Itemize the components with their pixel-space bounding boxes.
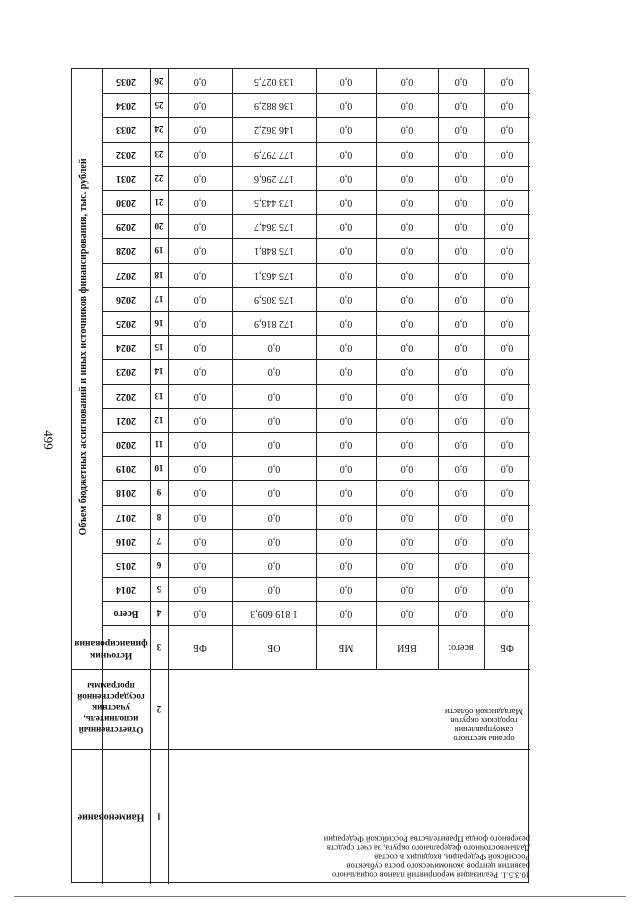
year-label: 2032 [116,148,136,160]
year-label: 2030 [116,197,136,209]
value-cell: 0,0 [339,318,353,330]
value-cell: 0,0 [400,463,414,475]
value-cell: 136 882,9 [254,100,294,112]
column-number: 24 [154,124,164,135]
value-cell: 0,0 [339,390,353,402]
page-number: 499 [41,430,56,450]
source-cell: ВБИ [397,642,417,654]
value-cell: 0,0 [400,487,414,499]
value-cell: 0,0 [500,100,514,112]
value-cell: 0,0 [400,100,414,112]
value-cell: 0,0 [454,293,468,305]
value-cell: 0,0 [339,100,353,112]
year-label: 2024 [116,342,136,354]
value-cell: 0,0 [454,487,468,499]
value-cell: 0,0 [267,584,281,596]
year-label: 2022 [116,390,136,402]
value-cell: 0,0 [454,221,468,233]
value-cell: 0,0 [400,390,414,402]
column-number: 25 [154,100,164,111]
value-cell: 0,0 [454,245,468,257]
value-cell: 0,0 [193,535,207,547]
value-cell: 0,0 [454,463,468,475]
value-cell: 0,0 [500,511,514,523]
value-cell: 0,0 [454,560,468,572]
column-number: 21 [154,197,164,208]
financing-table [71,68,529,883]
total-cell: 1 819 609,3 [250,608,298,620]
responsible-header: Ответственный исполнитель, участник государственной программы [77,681,145,736]
value-cell: 177 296,6 [254,172,294,184]
year-label: 2021 [116,414,136,426]
responsible-cell: органы местного самоуправления городских округов Магаданской области [444,707,524,745]
value-cell: 0,0 [454,342,468,354]
value-cell: 0,0 [193,366,207,378]
value-cell: 0,0 [193,390,207,402]
column-number: 6 [156,560,162,571]
value-cell: 0,0 [454,100,468,112]
value-cell: 0,0 [454,414,468,426]
value-cell: 0,0 [400,318,414,330]
value-cell: 0,0 [454,269,468,281]
value-cell: 0,0 [339,245,353,257]
column-number: 20 [154,221,164,232]
value-cell: 0,0 [500,584,514,596]
column-number: 18 [154,269,164,280]
value-cell: 0,0 [267,560,281,572]
value-cell: 0,0 [339,511,353,523]
value-cell: 0,0 [400,366,414,378]
value-cell: 0,0 [193,172,207,184]
year-label: 2018 [116,487,136,499]
value-cell: 0,0 [267,414,281,426]
value-cell: 0,0 [193,439,207,451]
source-header: Источник финансирования [74,638,148,661]
value-cell: 0,0 [339,560,353,572]
year-label: 2035 [116,76,136,88]
column-number: 26 [154,76,164,87]
value-cell: 0,0 [400,439,414,451]
value-cell: 0,0 [400,124,414,136]
value-cell: 0,0 [454,76,468,88]
total-cell: 0,0 [193,608,207,620]
value-cell: 0,0 [400,511,414,523]
value-cell: 0,0 [193,100,207,112]
year-label: 2033 [116,124,136,136]
column-number: 22 [154,172,164,183]
value-cell: 0,0 [500,293,514,305]
value-cell: 0,0 [193,148,207,160]
column-number: 9 [156,487,162,498]
total-cell: 0,0 [400,608,414,620]
value-cell: 0,0 [500,148,514,160]
volume-header: Объем бюджетных ассигнований и иных источников финансирования, тыс. рублей [78,158,89,536]
name-header: Наименование [77,811,145,823]
value-cell: 175 364,7 [254,221,294,233]
value-cell: 0,0 [500,318,514,330]
column-number: 19 [154,245,164,256]
column-number: 17 [154,293,164,304]
value-cell: 0,0 [267,366,281,378]
value-cell: 0,0 [454,172,468,184]
value-cell: 0,0 [454,197,468,209]
value-cell: 0,0 [500,342,514,354]
value-cell: 0,0 [339,124,353,136]
value-cell: 0,0 [193,463,207,475]
value-cell: 173 443,5 [254,197,294,209]
value-cell: 0,0 [500,463,514,475]
value-cell: 0,0 [267,342,281,354]
value-cell: 0,0 [454,584,468,596]
total-cell: 0,0 [500,608,514,620]
year-label: 2034 [116,100,136,112]
value-cell: 0,0 [193,318,207,330]
value-cell: 0,0 [500,245,514,257]
year-label: 2031 [116,172,136,184]
value-cell: 0,0 [500,124,514,136]
year-label: 2026 [116,293,136,305]
value-cell: 0,0 [454,439,468,451]
value-cell: 0,0 [500,269,514,281]
value-cell: 0,0 [193,584,207,596]
footer-rule [14,896,626,897]
column-number: 4 [156,608,162,619]
value-cell: 0,0 [500,76,514,88]
value-cell: 0,0 [193,293,207,305]
value-cell: 172 816,9 [254,318,294,330]
value-cell: 0,0 [500,390,514,402]
total-cell: 0,0 [454,608,468,620]
year-label: 2016 [116,535,136,547]
year-label: 2029 [116,221,136,233]
value-cell: 0,0 [400,560,414,572]
value-cell: 0,0 [339,535,353,547]
value-cell: 0,0 [500,535,514,547]
year-label: 2028 [116,245,136,257]
column-number: 11 [154,439,164,450]
value-cell: 0,0 [339,487,353,499]
value-cell: 0,0 [400,172,414,184]
value-cell: 0,0 [339,221,353,233]
column-number: 3 [156,642,162,653]
value-cell: 0,0 [400,342,414,354]
value-cell: 0,0 [193,124,207,136]
value-cell: 177 797,9 [254,148,294,160]
value-cell: 0,0 [400,197,414,209]
value-cell: 175 848,1 [254,245,294,257]
value-cell: 0,0 [454,366,468,378]
source-cell: ОБ [267,642,281,654]
value-cell: 0,0 [193,560,207,572]
column-number: 1 [156,811,162,822]
column-number: 8 [156,511,162,522]
value-cell: 0,0 [400,584,414,596]
value-cell: 0,0 [400,414,414,426]
name-cell: 10.3.5.1. Реализация мероприятий планов социального развития центров экономического роста субъектов Российской Федерации, входящих в состав Дальневосточного федерального округа, за счет средств резервного фонда Правительства Российской Федерации [323,835,530,881]
source-cell: всего: [448,642,474,654]
value-cell: 0,0 [339,269,353,281]
year-label: 2027 [116,269,136,281]
value-cell: 0,0 [339,439,353,451]
value-cell: 0,0 [400,76,414,88]
column-number: 13 [154,390,164,401]
value-cell: 0,0 [500,487,514,499]
value-cell: 0,0 [193,342,207,354]
value-cell: 0,0 [339,172,353,184]
source-cell: ФБ [500,642,514,654]
value-cell: 0,0 [267,390,281,402]
value-cell: 0,0 [267,439,281,451]
value-cell: 0,0 [400,535,414,547]
year-label: 2019 [116,463,136,475]
value-cell: 0,0 [193,511,207,523]
year-label: 2020 [116,439,136,451]
column-number: 14 [154,366,164,377]
value-cell: 175 463,1 [254,269,294,281]
value-cell: 0,0 [339,342,353,354]
value-cell: 0,0 [500,197,514,209]
value-cell: 0,0 [500,172,514,184]
value-cell: 0,0 [193,487,207,499]
value-cell: 0,0 [339,366,353,378]
value-cell: 0,0 [339,76,353,88]
value-cell: 0,0 [193,76,207,88]
value-cell: 0,0 [454,318,468,330]
value-cell: 0,0 [193,414,207,426]
column-number: 5 [156,584,162,595]
value-cell: 0,0 [454,535,468,547]
value-cell: 0,0 [400,245,414,257]
column-number: 23 [154,148,164,159]
total-cell: 0,0 [339,608,353,620]
value-cell: 0,0 [193,269,207,281]
value-cell: 0,0 [193,221,207,233]
year-label: 2015 [116,560,136,572]
source-cell: МБ [338,642,354,654]
value-cell: 0,0 [339,293,353,305]
value-cell: 0,0 [500,439,514,451]
total-label: Всего [113,608,139,620]
year-label: 2023 [116,366,136,378]
value-cell: 0,0 [193,245,207,257]
year-label: 2014 [116,584,136,596]
value-cell: 0,0 [400,269,414,281]
column-number: 15 [154,342,164,353]
value-cell: 0,0 [339,197,353,209]
value-cell: 0,0 [400,221,414,233]
value-cell: 0,0 [454,390,468,402]
value-cell: 146 362,2 [254,124,294,136]
value-cell: 133 027,5 [254,76,294,88]
value-cell: 0,0 [267,535,281,547]
value-cell: 0,0 [500,414,514,426]
column-number: 2 [156,704,162,715]
value-cell: 0,0 [267,487,281,499]
value-cell: 0,0 [454,148,468,160]
value-cell: 0,0 [400,293,414,305]
value-cell: 0,0 [339,584,353,596]
value-cell: 0,0 [454,124,468,136]
value-cell: 0,0 [193,197,207,209]
value-cell: 0,0 [454,511,468,523]
source-cell: ФБ [193,642,207,654]
column-number: 16 [154,318,164,329]
value-cell: 0,0 [500,221,514,233]
value-cell: 175 305,9 [254,293,294,305]
value-cell: 0,0 [500,560,514,572]
value-cell: 0,0 [339,148,353,160]
column-number: 12 [154,414,164,425]
value-cell: 0,0 [339,463,353,475]
value-cell: 0,0 [400,148,414,160]
value-cell: 0,0 [500,366,514,378]
value-cell: 0,0 [267,463,281,475]
column-number: 7 [156,535,162,546]
column-number: 10 [154,463,164,474]
value-cell: 0,0 [267,511,281,523]
year-label: 2017 [116,511,136,523]
value-cell: 0,0 [339,414,353,426]
year-label: 2025 [116,318,136,330]
